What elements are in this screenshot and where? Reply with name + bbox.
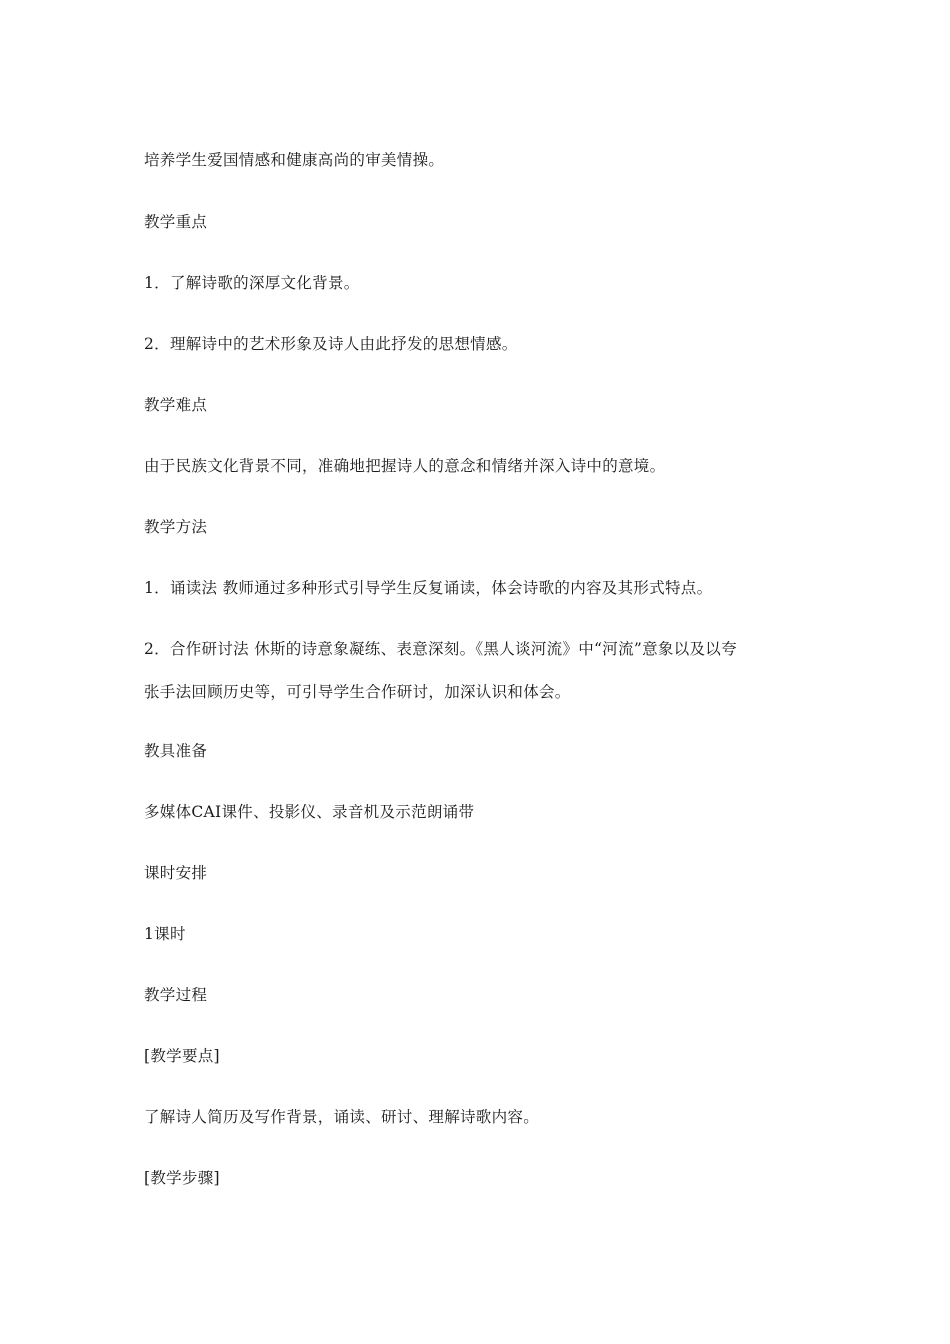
paragraph-schedule: 1课时 — [144, 925, 186, 943]
key-point-item-2: 2．理解诗中的艺术形象及诗人由此抒发的思想情感。 — [144, 335, 518, 353]
paragraph-teaching-points: 了解诗人简历及写作背景，诵读、研讨、理解诗歌内容。 — [144, 1108, 540, 1126]
heading-key-points: 教学重点 — [144, 213, 208, 231]
method-item-2: 2．合作研讨法 休斯的诗意象凝练、表意深刻。《黑人谈河流》中“河流”意象以及以夸 — [144, 640, 737, 658]
heading-teaching-aids: 教具准备 — [144, 742, 208, 760]
heading-process: 教学过程 — [144, 986, 208, 1004]
paragraph-difficulty: 由于民族文化背景不同，准确地把握诗人的意念和情绪并深入诗中的意境。 — [144, 457, 666, 475]
subheading-teaching-steps: [教学步骤] — [144, 1169, 220, 1187]
method-item-1: 1．诵读法 教师通过多种形式引导学生反复诵读，体会诗歌的内容及其形式特点。 — [144, 579, 713, 597]
paragraph-goal-continuation: 培养学生爱国情感和健康高尚的审美情操。 — [144, 151, 445, 169]
subheading-teaching-points: [教学要点] — [144, 1047, 220, 1065]
paragraph-teaching-aids: 多媒体CAI课件、投影仪、录音机及示范朗诵带 — [144, 803, 475, 821]
heading-difficulties: 教学难点 — [144, 396, 208, 414]
method-item-2-continuation: 张手法回顾历史等，可引导学生合作研讨，加深认识和体会。 — [144, 683, 571, 701]
key-point-item-1: 1．了解诗歌的深厚文化背景。 — [144, 274, 360, 292]
heading-methods: 教学方法 — [144, 518, 208, 536]
heading-schedule: 课时安排 — [144, 864, 208, 882]
